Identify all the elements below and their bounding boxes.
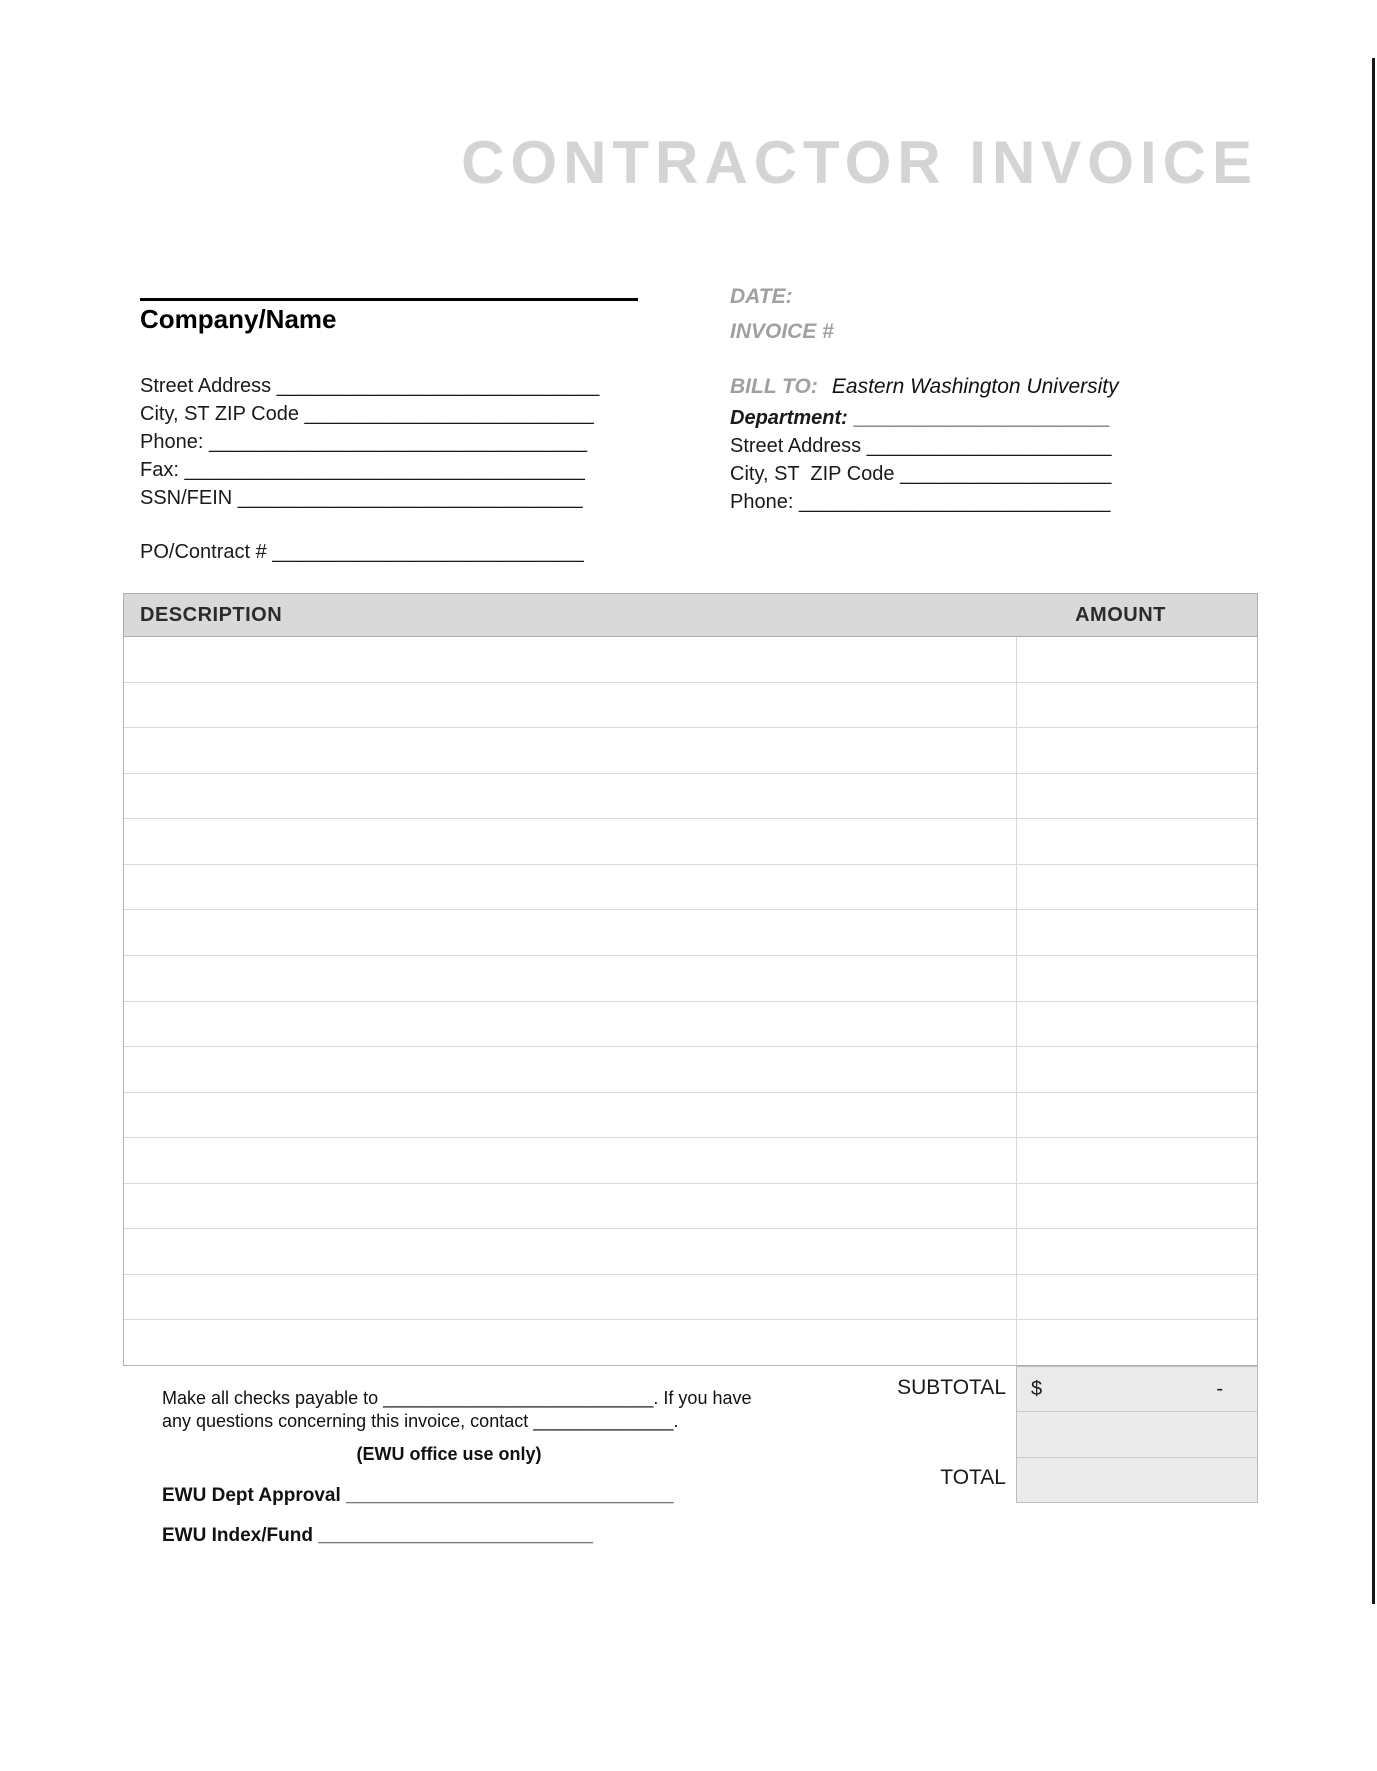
amount-cell[interactable] <box>1017 1002 1257 1047</box>
currency-symbol: $ <box>1031 1377 1043 1400</box>
billto-street-address-blank[interactable]: ______________________ <box>866 435 1112 457</box>
checks-payable-text1: Make all checks payable to <box>162 1388 384 1408</box>
table-row[interactable] <box>124 1093 1257 1139</box>
description-cell[interactable] <box>124 774 1017 819</box>
summary-spacer-cell <box>1017 1412 1257 1457</box>
amount-cell[interactable] <box>1017 956 1257 1001</box>
bill-to-row <box>730 375 1119 399</box>
po-contract-field <box>140 538 584 566</box>
po-contract-label: PO/Contract # <box>140 541 273 563</box>
subtotal-label: SUBTOTAL <box>897 1376 1006 1399</box>
description-cell[interactable] <box>124 683 1017 728</box>
po-contract-blank[interactable]: ____________________________ <box>272 541 584 563</box>
contact-text: any questions concerning this invoice, contact <box>162 1411 534 1431</box>
vendor-fax-field <box>140 456 585 484</box>
description-cell[interactable] <box>124 728 1017 773</box>
amount-cell[interactable] <box>1017 1275 1257 1320</box>
billto-city-label: City, ST ZIP Code <box>730 463 901 485</box>
table-row[interactable] <box>124 1138 1257 1184</box>
table-row[interactable] <box>124 1229 1257 1275</box>
billto-department-label: Department: <box>730 407 854 429</box>
description-cell[interactable] <box>124 865 1017 910</box>
billto-phone-field <box>730 488 1110 516</box>
ewu-index-fund-label: EWU Index/Fund <box>162 1525 319 1546</box>
amount-cell[interactable] <box>1017 728 1257 773</box>
contact-period: . <box>673 1411 679 1431</box>
vendor-fax-blank[interactable]: ____________________________________ <box>184 459 585 481</box>
table-row[interactable] <box>124 819 1257 865</box>
vendor-street-address-label: Street Address <box>140 375 277 397</box>
amount-cell[interactable] <box>1017 865 1257 910</box>
contact-blank[interactable]: ______________ <box>533 1411 674 1431</box>
total-value-cell <box>1017 1458 1257 1502</box>
amount-cell[interactable] <box>1017 819 1257 864</box>
amount-cell[interactable] <box>1017 683 1257 728</box>
table-row[interactable] <box>124 774 1257 820</box>
ewu-index-fund-blank[interactable]: __________________________ <box>318 1525 593 1546</box>
ewu-dept-approval-blank[interactable]: _______________________________ <box>346 1485 674 1506</box>
billto-phone-label: Phone: <box>730 491 799 513</box>
billto-city-field <box>730 460 1111 488</box>
vendor-city-blank[interactable]: __________________________ <box>304 403 594 425</box>
checks-payable-line2 <box>162 1410 678 1433</box>
description-cell[interactable] <box>124 1275 1017 1320</box>
amount-cell[interactable] <box>1017 1229 1257 1274</box>
description-cell[interactable] <box>124 1184 1017 1229</box>
summary-box <box>1016 1366 1258 1503</box>
description-cell[interactable] <box>124 819 1017 864</box>
table-row[interactable] <box>124 865 1257 911</box>
table-row[interactable] <box>124 637 1257 683</box>
vendor-fax-label: Fax: <box>140 459 185 481</box>
description-cell[interactable] <box>124 1002 1017 1047</box>
company-name-label: Company/Name <box>140 304 337 334</box>
ewu-office-use-note: (EWU office use only) <box>356 1444 542 1464</box>
vendor-city-label: City, ST ZIP Code <box>140 403 305 425</box>
invoice-number-label: INVOICE # <box>730 320 834 343</box>
vendor-phone-label: Phone: <box>140 431 209 453</box>
billto-department-blank[interactable]: _______________________ <box>853 407 1110 429</box>
billto-city-blank[interactable]: ___________________ <box>900 463 1112 485</box>
checks-payable-text2: . If you have <box>653 1388 752 1408</box>
vendor-street-address-field <box>140 372 599 400</box>
bill-to-value: Eastern Washington University <box>831 375 1119 398</box>
checks-payable-line1 <box>162 1387 751 1410</box>
description-cell[interactable] <box>124 1138 1017 1183</box>
table-row[interactable] <box>124 1047 1257 1093</box>
vendor-ssn-fein-label: SSN/FEIN <box>140 487 238 509</box>
table-row[interactable] <box>124 1002 1257 1048</box>
vendor-street-address-blank[interactable]: _____________________________ <box>276 375 600 397</box>
amount-cell[interactable] <box>1017 637 1257 682</box>
vendor-phone-field <box>140 428 587 456</box>
vendor-ssn-fein-blank[interactable]: _______________________________ <box>237 487 583 509</box>
description-cell[interactable] <box>124 637 1017 682</box>
table-row[interactable] <box>124 1184 1257 1230</box>
date-label: DATE: <box>730 285 793 308</box>
description-cell[interactable] <box>124 1229 1017 1274</box>
table-row[interactable] <box>124 956 1257 1002</box>
ewu-dept-approval-label: EWU Dept Approval <box>162 1485 347 1506</box>
description-column-header: DESCRIPTION <box>140 603 283 626</box>
amount-cell[interactable] <box>1017 1047 1257 1092</box>
table-row[interactable] <box>124 728 1257 774</box>
subtotal-value-cell <box>1017 1367 1257 1412</box>
ewu-index-fund-field <box>162 1525 593 1547</box>
bill-to-label: BILL TO: <box>730 375 818 398</box>
amount-cell[interactable] <box>1017 1093 1257 1138</box>
billto-department-field <box>730 404 1109 432</box>
description-cell[interactable] <box>124 1047 1017 1092</box>
amount-cell[interactable] <box>1017 1320 1257 1365</box>
invoice-table-body <box>123 637 1258 1366</box>
amount-cell[interactable] <box>1017 910 1257 955</box>
billto-street-address-label: Street Address <box>730 435 867 457</box>
table-row[interactable] <box>124 683 1257 729</box>
invoice-table-header <box>123 593 1258 637</box>
table-row[interactable] <box>124 910 1257 956</box>
description-cell[interactable] <box>124 1320 1017 1365</box>
vendor-ssn-fein-field <box>140 484 583 512</box>
vendor-city-field <box>140 400 594 428</box>
description-cell[interactable] <box>124 956 1017 1001</box>
page-title: CONTRACTOR INVOICE <box>461 129 1258 196</box>
page-edge-line <box>1372 58 1375 1604</box>
vendor-phone-blank[interactable]: __________________________________ <box>208 431 588 453</box>
subtotal-value: - <box>1216 1377 1223 1400</box>
checks-payable-blank[interactable]: ___________________________ <box>383 1388 654 1408</box>
description-cell[interactable] <box>124 1093 1017 1138</box>
description-cell[interactable] <box>124 910 1017 955</box>
billto-street-address-field <box>730 432 1111 460</box>
amount-cell[interactable] <box>1017 1138 1257 1183</box>
ewu-dept-approval-field <box>162 1485 674 1507</box>
table-row[interactable] <box>124 1275 1257 1321</box>
total-label: TOTAL <box>940 1466 1006 1489</box>
amount-cell[interactable] <box>1017 774 1257 819</box>
amount-cell[interactable] <box>1017 1184 1257 1229</box>
company-name-line <box>140 298 638 301</box>
billto-phone-blank[interactable]: ____________________________ <box>798 491 1111 513</box>
table-row[interactable] <box>124 1320 1257 1365</box>
amount-column-header: AMOUNT <box>1075 603 1166 626</box>
